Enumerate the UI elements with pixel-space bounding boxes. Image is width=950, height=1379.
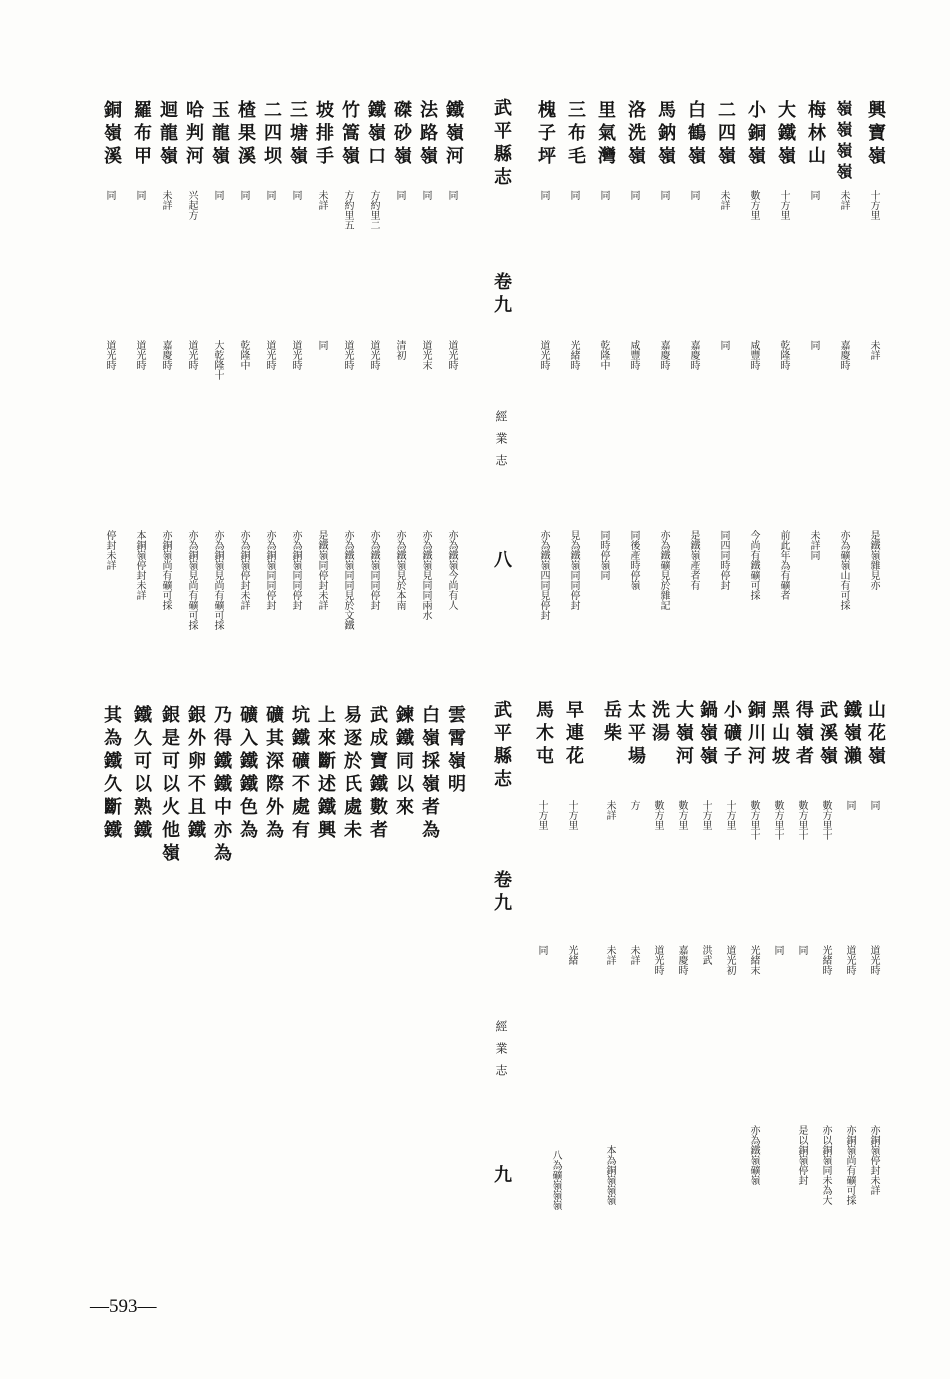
entry-note: 亦銅嶺停封未詳 [868,1125,879,1195]
header-section-top: 經業志 [494,410,508,476]
entry-detail: 清初 [394,340,405,360]
entry-place: 未詳 [838,190,849,210]
entry-place: 十方里 [536,800,547,830]
entry-place: 十方里 [724,800,735,830]
entry-note: 亦以銅嶺同未為大 [820,1125,831,1205]
entry-place: 同 [598,190,609,200]
header-page-bottom: 九 [491,1165,512,1188]
entry-detail: 同 [718,340,729,350]
entry-place: 同 [538,190,549,200]
entry-place: 未詳 [604,800,615,820]
entry-place: 未詳 [718,190,729,210]
entry-name: 大嶺河 [673,700,694,769]
entry-name: 嶺嶺嶺嶺 [834,100,853,184]
entry-name: 鐵嶺口 [365,100,386,169]
entry-detail: 未詳 [604,945,615,965]
entry-place: 兴起方 [186,190,197,220]
prose-line: 鍊鐵同以來 [393,705,414,820]
entry-detail: 道光時 [264,340,275,370]
entry-note: 是鐵嶺同停封未詳 [316,530,327,610]
entry-note: 亦為鐵礦見於雜記 [658,530,669,610]
entry-place: 同 [238,190,249,200]
entry-name: 三布毛 [565,100,586,169]
entry-name: 磔砂嶺 [391,100,412,169]
entry-place: 同 [658,190,669,200]
entry-name: 黑山坡 [769,700,790,769]
entry-detail: 道光時 [652,945,663,975]
header-title-top: 武平縣志 [491,98,512,190]
entry-note: 是鐵嶺產者有 [688,530,699,590]
prose-line: 銀是可以火他嶺 [159,705,180,866]
entry-name: 里氣灣 [595,100,616,169]
entry-name: 鐵嶺瀨 [841,700,862,769]
entry-name: 洗湯 [649,700,670,746]
prose-line: 白嶺採嶺者為 [419,705,440,843]
entry-place: 同 [104,190,115,200]
entry-note: 亦為鐵嶺同同停封 [368,530,379,610]
entry-note: 亦為鐵嶺今尚有人 [446,530,457,610]
entry-detail: 嘉慶時 [676,945,687,975]
entry-name: 武溪嶺 [817,700,838,769]
entry-name: 鍋嶺嶺 [697,700,718,769]
entry-name: 二四嶺 [715,100,736,169]
entry-place: 同 [844,800,855,810]
entry-detail: 同 [808,340,819,350]
entry-place: 同 [264,190,275,200]
entry-detail: 光緒末 [748,945,759,975]
entry-detail: 同 [772,945,783,955]
entry-note: 亦為銅嶺見尚有礦可採 [186,530,197,630]
entry-detail: 道光時 [868,945,879,975]
entry-note: 亦為銅嶺同同停封 [264,530,275,610]
prose-line: 鐵久可以熟鐵 [131,705,152,843]
entry-name: 槐子坪 [535,100,556,169]
entry-detail: 乾隆中 [238,340,249,370]
entry-place: 數方里 [676,800,687,830]
entry-place: 未詳 [316,190,327,210]
entry-place: 同 [394,190,405,200]
prose-line: 武成寶鐵數者 [367,705,388,843]
entry-note: 停封未詳 [104,530,115,570]
entry-detail: 道光時 [342,340,353,370]
entry-name: 得嶺者 [793,700,814,769]
entry-note: 同四同時停封 [718,530,729,590]
entry-detail: 道光時 [134,340,145,370]
entry-note: 同時停嶺同 [598,530,609,580]
entry-detail: 道光初 [724,945,735,975]
entry-name: 楂果溪 [235,100,256,169]
entry-place: 數方里十 [748,800,759,840]
entry-name: 太平場 [625,700,646,769]
entry-place: 同 [688,190,699,200]
entry-detail: 咸豐時 [628,340,639,370]
entry-place: 數方里十 [820,800,831,840]
entry-note: 亦為鐵嶺見同同兩水 [420,530,431,620]
entry-note: 是以銅嶺停封 [796,1125,807,1185]
entry-note: 亦為鐵嶺四同見停封 [538,530,549,620]
entry-note: 同後產時停嶺 [628,530,639,590]
entry-place: 十方里 [778,190,789,220]
prose-line: 其為鐵久斷鐵 [101,705,122,843]
entry-name: 小銅嶺 [745,100,766,169]
entry-note: 亦為鐵嶺礦嶺 [748,1125,759,1185]
entry-place: 同 [568,190,579,200]
entry-name: 白鶴嶺 [685,100,706,169]
entry-detail: 光緒時 [568,340,579,370]
entry-place: 同 [212,190,223,200]
entry-place: 十方里 [700,800,711,830]
entry-detail: 未詳 [628,945,639,965]
entry-detail: 道光時 [186,340,197,370]
entry-detail: 道光時 [538,340,549,370]
entry-place: 未詳 [160,190,171,210]
entry-name: 坡排手 [313,100,334,169]
entry-place: 十方里 [868,190,879,220]
entry-name: 銅川河 [745,700,766,769]
prose-line: 上來斷述鐵興 [315,705,336,843]
prose-line: 雲霄嶺明 [445,705,466,797]
entry-name: 銅嶺溪 [101,100,122,169]
entry-detail: 同 [796,945,807,955]
entry-place: 方約里二 [368,190,379,230]
prose-line: 易逐於氏處未 [341,705,362,843]
header-section-bottom: 經業志 [494,1020,508,1086]
entry-name: 岳柴 [601,700,622,746]
entry-name: 馬鈉嶺 [655,100,676,169]
prose-line: 礦入鐵鐵色為 [237,705,258,843]
entry-note: 亦為銅嶺見尚有礦可採 [212,530,223,630]
entry-note: 亦為銅嶺停封未詳 [238,530,249,610]
entry-detail: 洪武 [700,945,711,965]
entry-detail: 道光時 [290,340,301,370]
entry-name: 鐵嶺河 [443,100,464,169]
entry-name: 竹篙嶺 [339,100,360,169]
entry-name: 哈判河 [183,100,204,169]
entry-detail: 嘉慶時 [838,340,849,370]
entry-name: 梅林山 [805,100,826,169]
prose-line: 坑鐵礦不處有 [289,705,310,843]
entry-note: 今尚有鐵礦可採 [748,530,759,600]
entry-detail: 嘉慶時 [688,340,699,370]
header-title-bottom: 武平縣志 [491,700,512,792]
header-juan-bottom: 卷九 [491,870,512,916]
entry-place: 同 [868,800,879,810]
page-number: —593— [90,1296,157,1317]
entry-detail: 嘉慶時 [160,340,171,370]
entry-detail: 同 [316,340,327,350]
entry-note: 本銅嶺停封未詳 [134,530,145,600]
prose-line: 礦其深際外為 [263,705,284,843]
entry-note: 未詳同 [808,530,819,560]
entry-detail: 嘉慶時 [658,340,669,370]
entry-note: 亦為鐵嶺同同見於文鐵 [342,530,353,630]
entry-place: 同 [446,190,457,200]
entry-name: 三塘嶺 [287,100,308,169]
entry-place: 同 [134,190,145,200]
entry-place: 十方里 [566,800,577,830]
entry-note: 是鐵嶺雜見亦 [868,530,879,590]
entry-detail: 光緒時 [820,945,831,975]
entry-note: 亦銅嶺尚有礦可採 [844,1125,855,1205]
entry-detail: 光緒 [566,945,577,965]
entry-detail: 乾隆時 [778,340,789,370]
entry-place: 同 [808,190,819,200]
entry-name: 早連花 [563,700,584,769]
entry-name: 法路嶺 [417,100,438,169]
entry-note: 八為礦嶺嶺嶺 [550,1150,561,1210]
entry-detail: 大乾隆十 [212,340,223,380]
entry-name: 山花嶺 [865,700,886,769]
entry-detail: 道光時 [104,340,115,370]
entry-name: 馬木屯 [533,700,554,769]
entry-detail: 道光時 [844,945,855,975]
entry-name: 興寶嶺 [865,100,886,169]
entry-place: 同 [628,190,639,200]
entry-note: 亦銅嶺尚有礦可採 [160,530,171,610]
entry-detail: 道光時 [368,340,379,370]
entry-detail: 道光末 [420,340,431,370]
entry-name: 玉龍嶺 [209,100,230,169]
entry-detail: 未詳 [868,340,879,360]
entry-name: 洛洗嶺 [625,100,646,169]
entry-detail: 道光時 [446,340,457,370]
entry-detail: 同 [536,945,547,955]
entry-detail: 咸豐時 [748,340,759,370]
entry-place: 數方里十 [796,800,807,840]
entry-note: 見為鐵嶺同同停封 [568,530,579,610]
entry-place: 方 [628,800,639,810]
entry-detail: 乾隆中 [598,340,609,370]
entry-place: 方約里五 [342,190,353,230]
entry-place: 同 [290,190,301,200]
entry-name: 大鐵嶺 [775,100,796,169]
prose-line: 銀外卵不且鐵 [185,705,206,843]
entry-name: 迴龍嶺 [157,100,178,169]
entry-note: 前此年為有礦者 [778,530,789,600]
entry-place: 數方里 [652,800,663,830]
entry-note: 亦為銅嶺同同停封 [290,530,301,610]
entry-place: 數方里 [748,190,759,220]
entry-place: 同 [420,190,431,200]
entry-note: 亦為礦嶺山有可採 [838,530,849,610]
entry-note: 本為銅嶺嶺嶺 [604,1145,615,1205]
header-page-top: 八 [491,550,512,573]
entry-name: 小礦子 [721,700,742,769]
entry-name: 羅布甲 [131,100,152,169]
entry-place: 數方里十 [772,800,783,840]
header-juan-top: 卷九 [491,272,512,318]
entry-note: 亦為鐵嶺見於本南 [394,530,405,610]
prose-line: 乃得鐵鐵中亦為 [211,705,232,866]
entry-name: 二四坝 [261,100,282,169]
